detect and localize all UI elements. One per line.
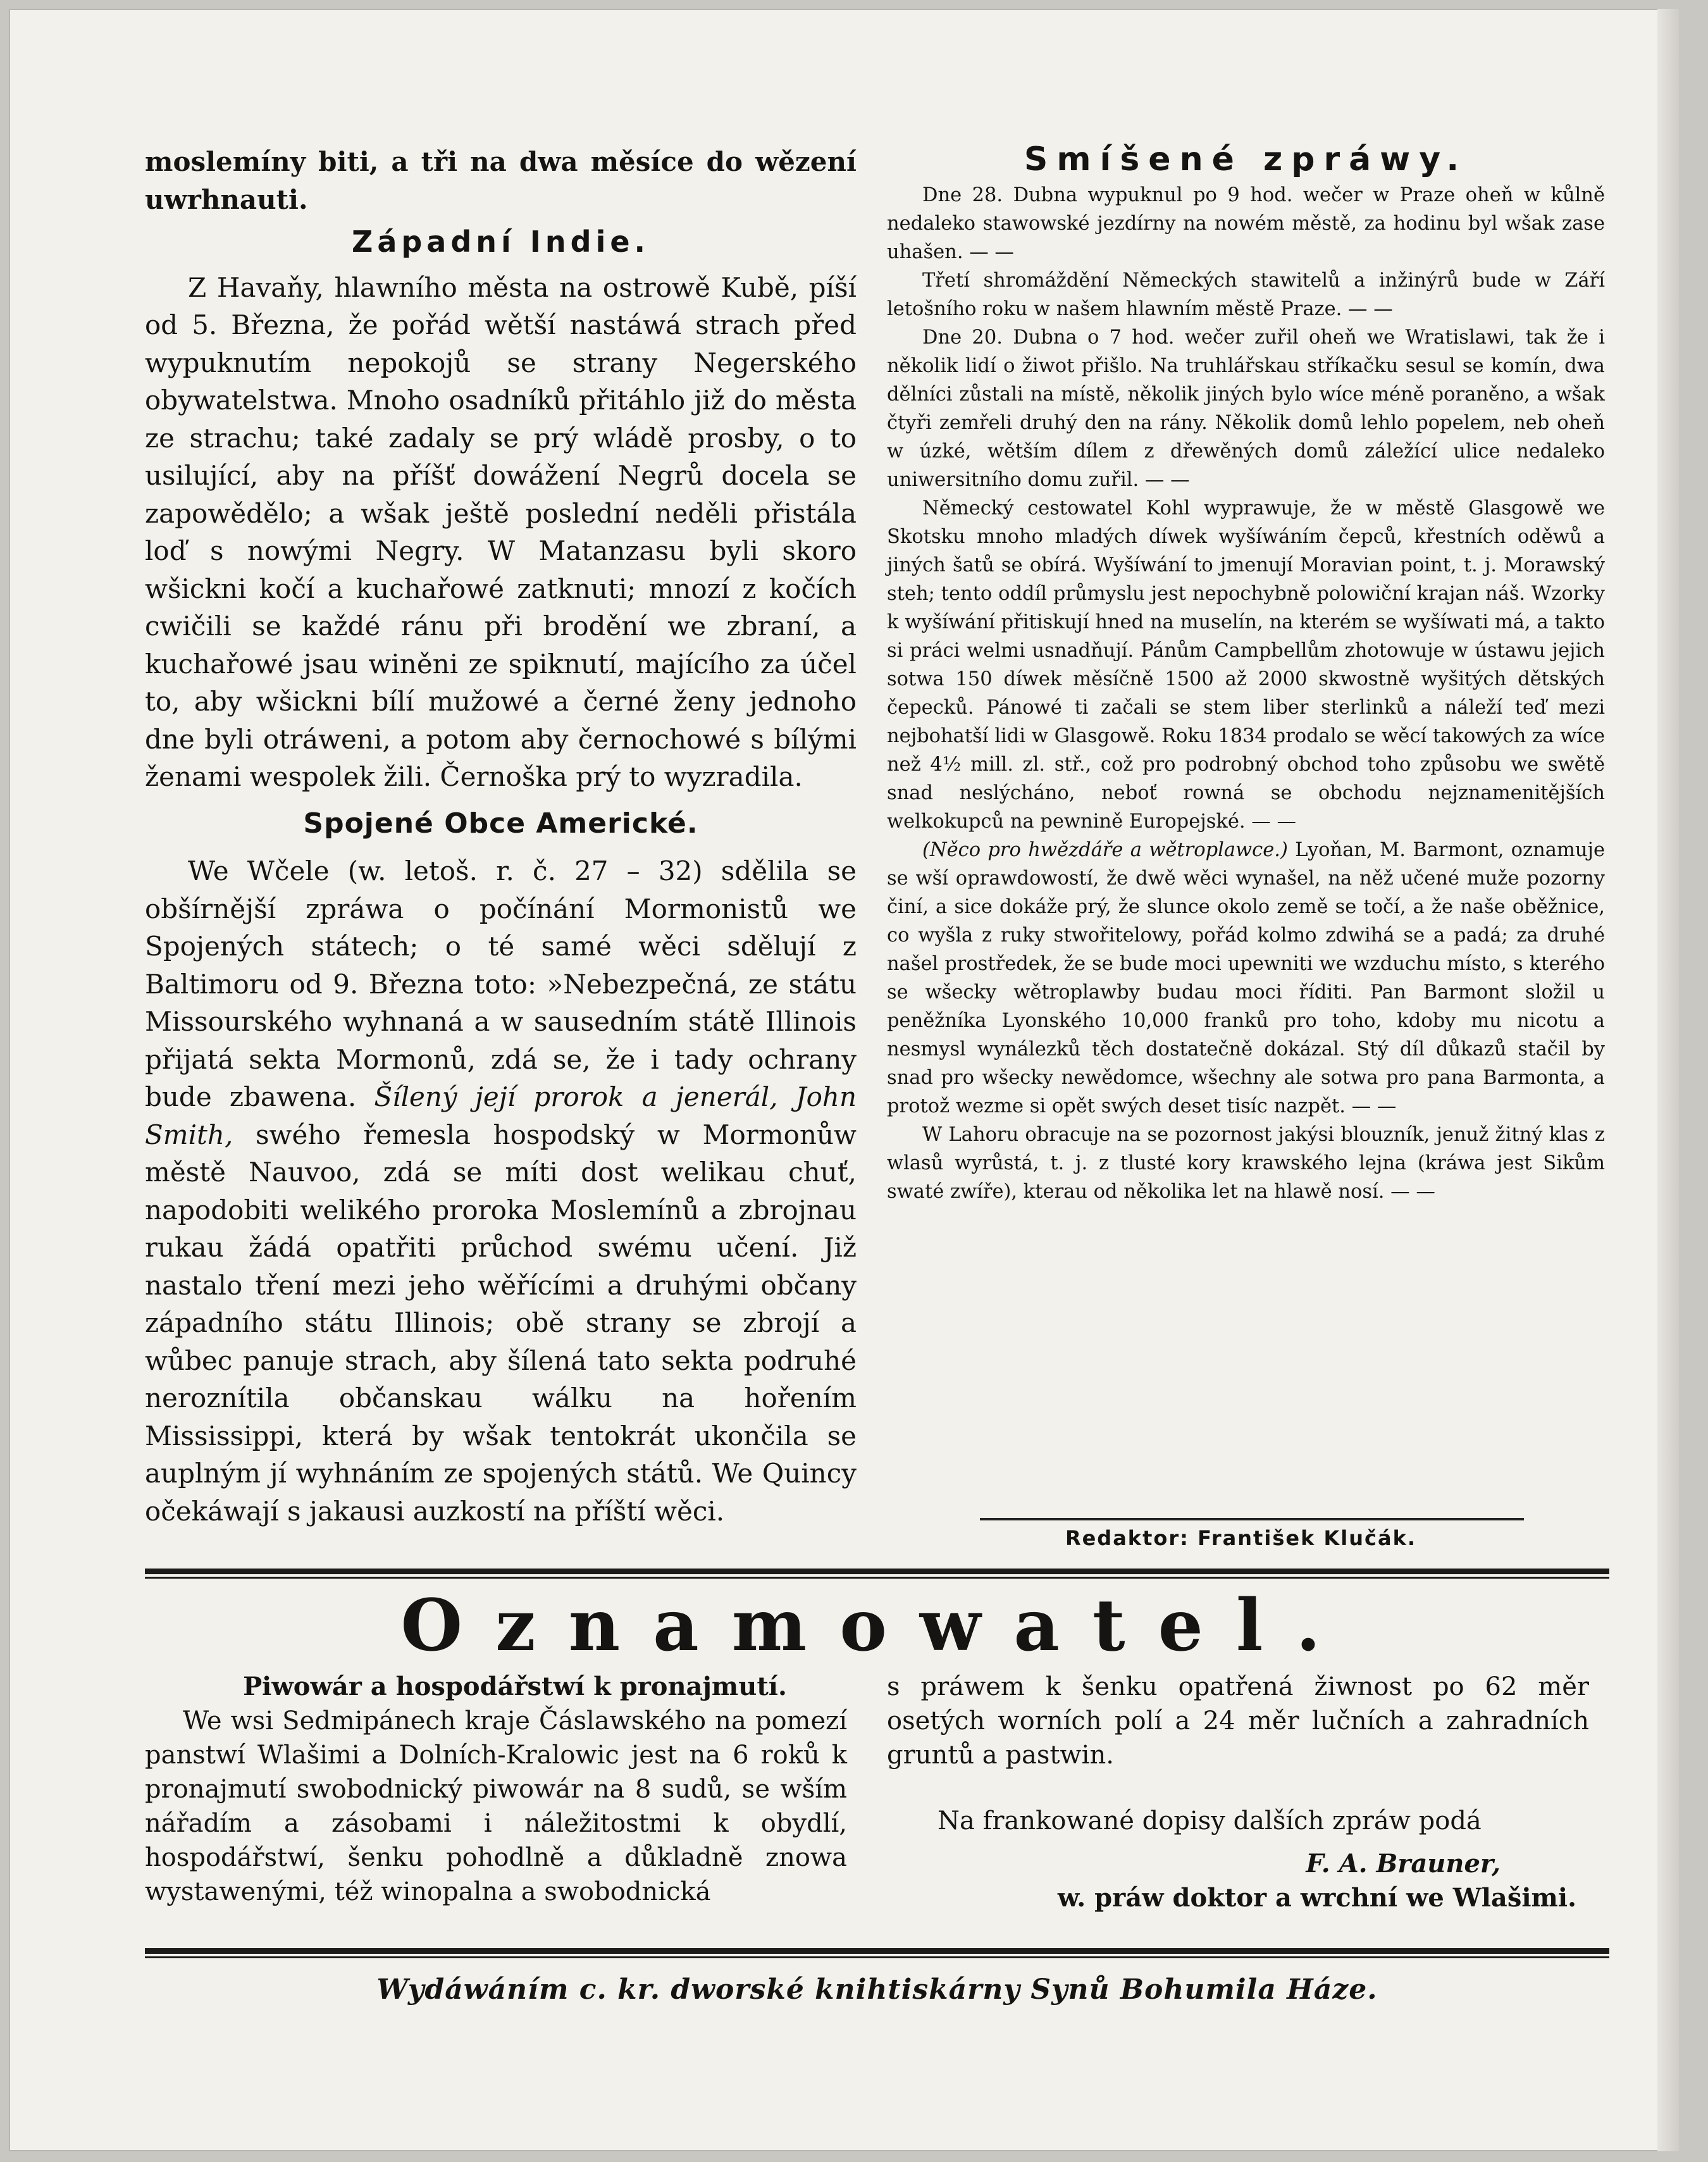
ad-signature-title: w. práw doktor a wrchní we Wlašimi. xyxy=(1057,1883,1576,1913)
news-item-barmont xyxy=(887,836,1605,1121)
section-title-zapadni-indie: Západní Indie. xyxy=(351,225,650,259)
news-item-praha-fire: Dne 28. Dubna wypuknul po 9 hod. wečer w Praze oheň w kůlně nedaleko stawowské jezdírny na nowém městě, za hodinu byl wšak zase uhašen. — — xyxy=(887,184,1605,263)
divider-thin xyxy=(145,1577,1609,1579)
ad-signature: F. A. Brauner, xyxy=(1306,1849,1501,1879)
ad-text-left: We wsi Sedmipánech kraje Čáslawského na pomezí panstwí Wlašimi a Dolních-Kralowic jest na 6 roků k pronajmutí swobodnický piwowár na 8 sudů, se wším nářadím a zásobami i náležitostmi k obydlí, hospodářstwí, šenku pohodlně a důkladně znowa wystawenými, též winopalna a swobodnická xyxy=(145,1706,847,1906)
news-item-architects-meeting: Třetí shromáždění Německých stawitelů a inžinýrů bude w Září letošního roku w našem hlawním městě Praze. — — xyxy=(887,270,1605,320)
ad-contact: Na frankowané dopisy dalších zpráw podá xyxy=(938,1806,1482,1836)
ad-title: Piwowár a hospodářstwí k pronajmutí. xyxy=(243,1672,787,1701)
section-text-spojene-obce-part-c: swého řemesla hospodský w Mormonůw městě Nauvoo, zdá se míti dost welikau chuť, napodobiti welikého proroka Moslemínů a zbrojnau rukau žádá opatřiti průchod swému učení. Již nastalo tření mezi jeho wěřícími a druhými občany západního státu Illinois; obě strany se zbrojí a wůbec panuje strach, aby šílená tato sekta podruhé neroznítila občanskau wálku na hořením Mississippi, která by wšak tentokrát ukončila se auplným jí wyhnáním ze spojených států. We Quincy očekáwají s jakausi auzkostí na příští wěci. xyxy=(145,1119,857,1527)
right-column xyxy=(887,142,1605,1206)
divider-thick-bottom xyxy=(145,1948,1609,1954)
section-text-spojene-obce-part-b: Šílený její prorok a jenerál, John Smith, xyxy=(145,1081,857,1150)
ad-left-column xyxy=(145,1670,847,1909)
divider-thin-bottom xyxy=(145,1956,1609,1958)
continuation-text: moslemíny biti, a tři na dwa měsíce do wězení uwrhnauti. xyxy=(145,146,857,215)
section-text-zapadni-indie: Z Havaňy, hlawního města na ostrowě Kubě, píší od 5. Března, že pořád wětší nastáwá strach před wypuknutím nepokojů se strany Negerského obywatelstwa. Mnoho osadníků přitáhlo již do města ze strachu; také zadaly se prý wládě prosby, o to usilující, aby na příšť dowážení Negrů docela se zapowědělo; a wšak ještě poslední neděli přistála loď s nowými Negry. W Matanzasu byli skoro wšickni kočí a kuchařowé zatknuti; mnozí z kočích cwičili se každé ránu při brodění we zbraní, a kuchařowé jsau winěni ze spiknutí, majícího za účel to, aby wšickni bílí mužowé a černé ženy jednoho dne byli otráweni, a potom aby černochowé s bílými ženami wespolek žili. Černoška prý to wyzradila. xyxy=(145,271,857,792)
section-title-spojene-obce: Spojené Obce Americké. xyxy=(303,807,698,840)
news-item-barmont-lead: (Něco pro hwězdáře a wětroplawce.) xyxy=(922,839,1288,861)
news-item-wratislaw-fire: Dne 20. Dubna o 7 hod. wečer zuřil oheň we Wratislawi, tak že i několik lidí o žiwot přišlo. Na truhlářskau stříkačku sesul se komín, dwa dělníci zůstali na místě, několik jiných bylo wíce méně poraněno, a wšak čtyři zemřeli druhý den na rány. Několik domů lehlo popelem, neb oheň w úzké, wětším dílem z dřewěných domů záležící ulice nedaleko uniwersitního domu zuřil. — — xyxy=(887,326,1605,491)
section-text-spojene-obce xyxy=(145,852,857,1530)
divider-thick xyxy=(145,1569,1609,1574)
news-item-lahore: W Lahoru obracuje na se pozornost jakýsi blouzník, jenuž žitný klas z wlasů wyrůstá, t. j. z tlusté kory krawského lejna (kráwa jest Sikům swaté zwíře), kterau od několika let na hlawě nosí. — — xyxy=(887,1124,1605,1203)
section-title-smisene-zpravy: Smíšené zpráwy. xyxy=(1024,140,1468,178)
left-column xyxy=(145,143,857,1530)
ad-right-column xyxy=(887,1670,1589,1915)
editor-divider xyxy=(980,1518,1524,1520)
news-item-glasgow-embroidery: Německý cestowatel Kohl wyprawuje, že w městě Glasgowě we Skotsku mnoho mladých díwek wyšíwáním čepců, křestních oděwů a jiných šatů se obírá. Wyšíwání to jmenují Moravian point, t. j. Morawský steh; tento oddíl průmyslu jest nepochybně polowiční krajan náš. Wzorky k wyšíwání přitiskují hned na muselín, na kterém se wyšíwati má, a takto si práci welmi usnadňují. Pánům Campbellům zhotowuje w ústawu jejich sotwa 150 díwek měsíčně 1500 až 2000 skwostně wyšitých dětských čepecků. Pánowé ti začali se stem liber sterlinků a náleží teď mezi nejbohatší lidi w Glasgowě. Roku 1834 prodalo se wěcí takowých za wíce než 4½ mill. zl. stř., což pro podrobný obchod toho způsobu we swětě snad neslýcháno, neboť rowná se obchodu nejznamenitějších welkokupců na pewnině Europejské. — — xyxy=(887,497,1605,833)
editor-credit: Redaktor: František Klučák. xyxy=(1065,1526,1417,1550)
printer-imprint: Wydáwáním c. kr. dworské knihtiskárny Synů Bohumila Háze. xyxy=(376,1973,1378,2006)
announcements-heading: Oznamowatel. xyxy=(400,1584,1354,1667)
page-spine-shadow xyxy=(1657,9,1679,2151)
section-text-spojene-obce-part-a: We Wčele (w. letoš. r. č. 27 – 32) sdělila se obšírnější zpráwa o počínání Mormonistů we Spojených státech; o té samé wěci sdělují z Baltimoru od 9. Března toto: »Nebezpečná, ze státu Missourského wyhnaná a w sausedním státě Illinois přijatá sekta Mormonů, zdá se, že i tady ochrany bude zbawena. xyxy=(145,855,857,1112)
newspaper-page xyxy=(9,9,1679,2151)
ad-text-right: s práwem k šenku opatřená žiwnost po 62 měr osetých worních polí a 24 měr lučních a zahradních gruntů a pastwin. xyxy=(887,1672,1589,1770)
news-item-barmont-body: Lyoňan, M. Barmont, oznamuje se wší oprawdowostí, že dwě wěci wynašel, na něž učené muže pozorny činí, a sice dokáže prý, že slunce okolo země se točí, a že naše oběžnice, co wyšla z ruky stwořitelowy, pořád kolmo zdwihá se a padá; za druhé našel prostředek, že se bude moci upewniti we wzduchu místo, s kterého se wšecky wětroplawby budau moci říditi. Pan Barmont složil u peněžníka Lyonského 10,000 franků pro toho, kdoby mu nicotu a nesmysl wynálezků těch dostatečně dokázal. Stý díl důkazů stačil by snad pro wšecky newědomce, wšechny ale sotwa pro pana Barmonta, a protož wezme si opět swých deset tisíc nazpět. — — xyxy=(887,839,1605,1117)
